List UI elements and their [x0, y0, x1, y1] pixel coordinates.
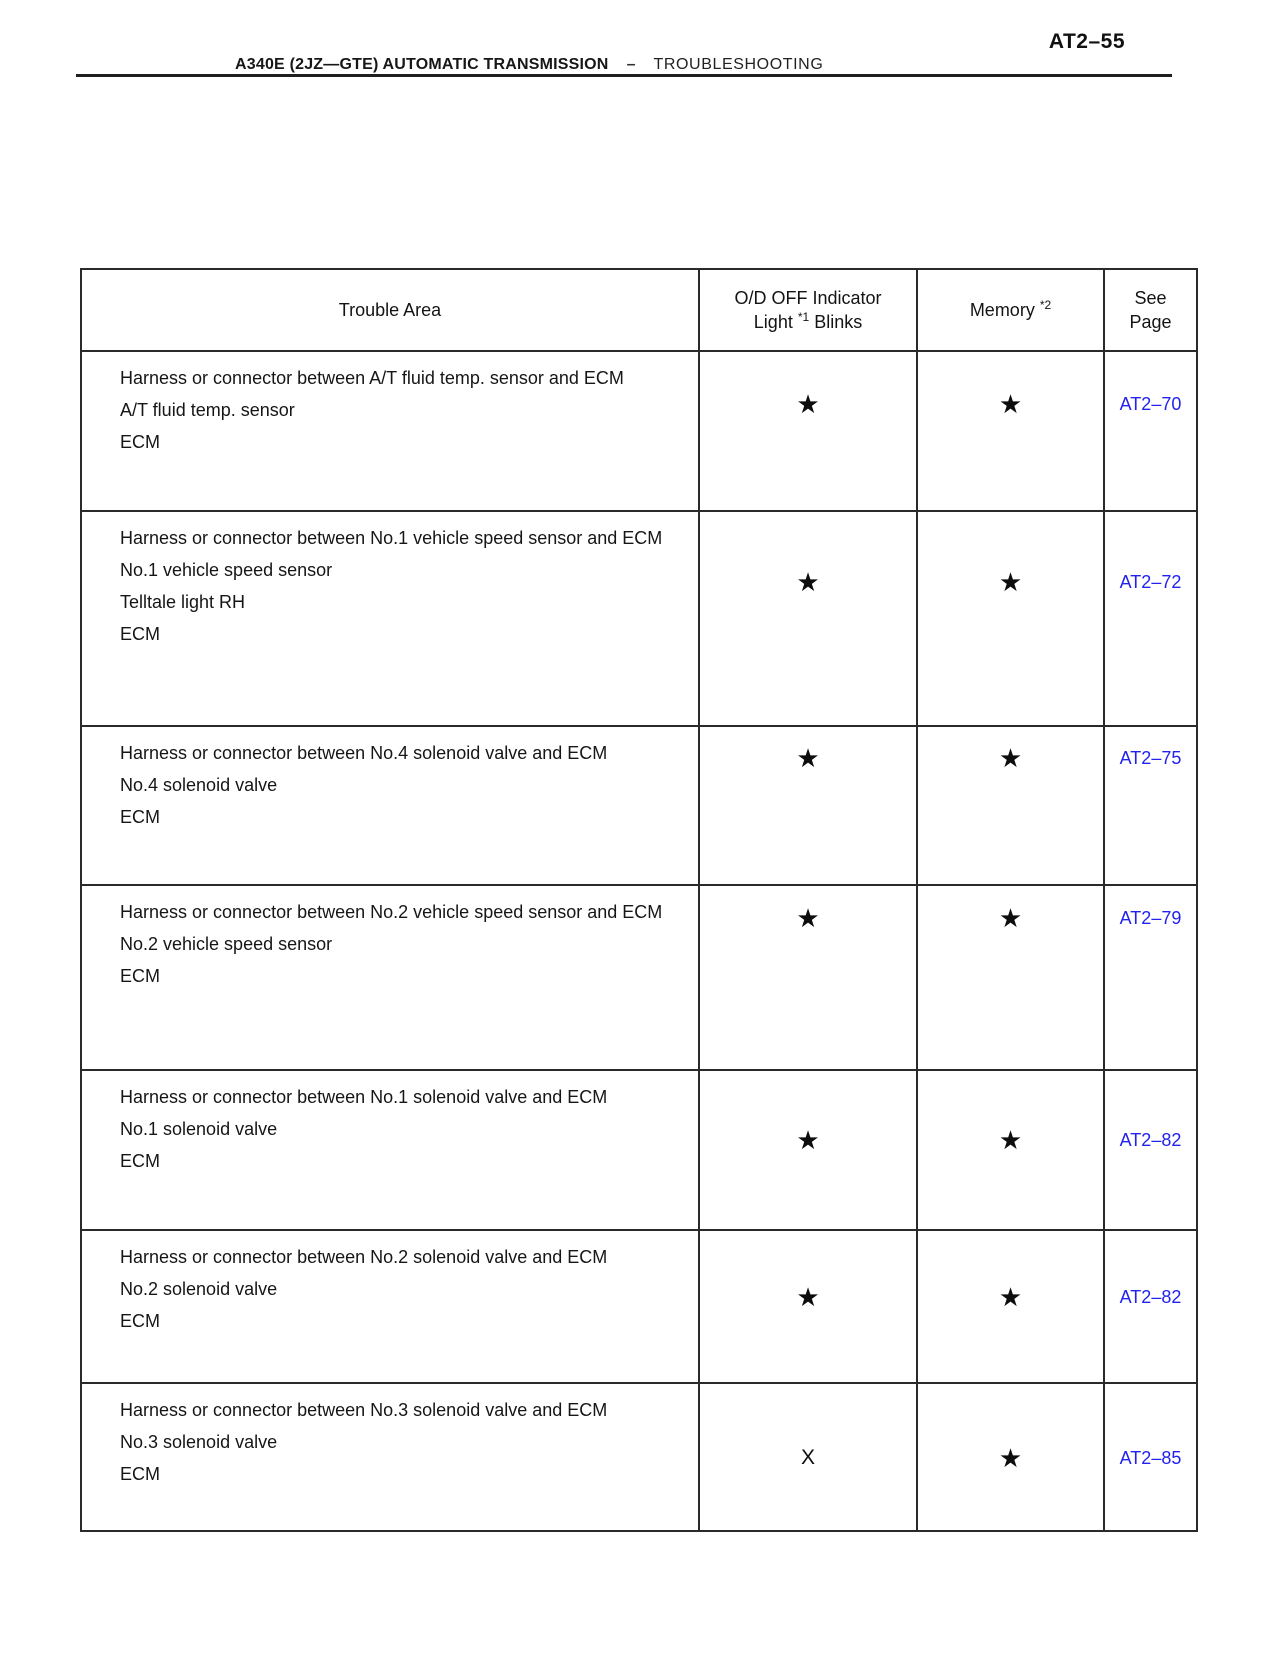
- table-row: [82, 350, 1196, 510]
- col-header-od-off-indicator: [700, 270, 918, 350]
- od-indicator-cell: [700, 1071, 918, 1229]
- trouble-area-cell: [82, 886, 700, 1069]
- table-row: [82, 510, 1196, 725]
- star-mark: ★: [796, 1282, 820, 1312]
- trouble-line: Harness or connector between No.4 solenoid valve and ECM: [120, 743, 608, 763]
- trouble-line: Harness or connector between A/T fluid temp. sensor and ECM: [120, 368, 624, 388]
- see-page-link[interactable]: AT2–75: [1119, 748, 1182, 768]
- trouble-line: Harness or connector between No.1 vehicle speed sensor and ECM: [120, 528, 663, 548]
- star-mark: ★: [796, 389, 820, 419]
- see-page-cell: [1105, 1071, 1196, 1229]
- see-page-cell: [1105, 512, 1196, 725]
- doc-title-main: A340E (2JZ—GTE) AUTOMATIC TRANSMISSION: [235, 56, 609, 73]
- star-mark: ★: [998, 1125, 1023, 1155]
- see-page-link[interactable]: AT2–79: [1119, 908, 1182, 928]
- star-mark: ★: [998, 1282, 1023, 1312]
- table-row: [82, 1069, 1196, 1229]
- memory-footnote-marker: *2: [1039, 298, 1052, 312]
- table-row: [82, 1382, 1196, 1530]
- header-rule: [76, 74, 1172, 77]
- document-title: [235, 56, 823, 74]
- trouble-line: Harness or connector between No.2 solenoid valve and ECM: [120, 1247, 608, 1267]
- od-indicator-cell: [700, 886, 918, 1069]
- col-header-see-page: [1105, 270, 1196, 350]
- see-page-link[interactable]: AT2–85: [1119, 1448, 1182, 1468]
- memory-cell: [918, 352, 1105, 510]
- memory-cell: [918, 886, 1105, 1069]
- see-page-cell: [1105, 1384, 1196, 1530]
- see-page-cell: [1105, 886, 1196, 1069]
- see-page-link[interactable]: AT2–70: [1119, 394, 1182, 414]
- page-number: AT2–55: [1048, 30, 1125, 53]
- trouble-area-cell: [82, 352, 700, 510]
- trouble-table: [80, 268, 1198, 1532]
- trouble-line: No.2 solenoid valve: [120, 1279, 278, 1299]
- trouble-line: No.4 solenoid valve: [120, 775, 278, 795]
- doc-title-separator: –: [626, 56, 636, 73]
- table-row: [82, 725, 1196, 884]
- table-header-row: [82, 270, 1196, 350]
- see-page-cell: [1105, 727, 1196, 884]
- trouble-area-cell: [82, 1071, 700, 1229]
- trouble-line: No.1 solenoid valve: [120, 1119, 278, 1139]
- memory-cell: [918, 1231, 1105, 1382]
- see-page-link[interactable]: AT2–82: [1119, 1287, 1182, 1307]
- see-page-link[interactable]: AT2–72: [1119, 572, 1182, 592]
- trouble-line: ECM: [120, 1151, 160, 1171]
- star-mark: ★: [998, 1443, 1023, 1473]
- trouble-line: Harness or connector between No.1 solenoid valve and ECM: [120, 1087, 608, 1107]
- od-indicator-cell: [700, 1231, 918, 1382]
- od-footnote-marker: *1: [797, 310, 810, 324]
- trouble-line: Harness or connector between No.2 vehicle speed sensor and ECM: [120, 902, 663, 922]
- trouble-line: No.1 vehicle speed sensor: [120, 560, 333, 580]
- table-row: [82, 1229, 1196, 1382]
- od-header-line2: Light $^{*1}$ Blinks: [753, 310, 863, 332]
- see-page-link[interactable]: AT2–82: [1119, 1130, 1182, 1150]
- see-page-header-line1: See: [1134, 288, 1167, 308]
- trouble-line: ECM: [120, 1311, 160, 1331]
- trouble-area-cell: [82, 727, 700, 884]
- star-mark: ★: [998, 903, 1023, 933]
- memory-header-label: Memory $^{*2}$: [969, 298, 1052, 320]
- trouble-area-header-label: Trouble Area: [338, 300, 442, 320]
- od-indicator-cell: [700, 352, 918, 510]
- memory-cell: [918, 727, 1105, 884]
- od-header-line1: O/D OFF Indicator: [734, 288, 882, 308]
- see-page-cell: [1105, 352, 1196, 510]
- trouble-area-cell: [82, 1231, 700, 1382]
- star-mark: ★: [796, 1125, 820, 1155]
- star-mark: ★: [796, 567, 820, 597]
- doc-title-section: TROUBLESHOOTING: [653, 56, 824, 73]
- trouble-line: ECM: [120, 807, 160, 827]
- see-page-cell: [1105, 1231, 1196, 1382]
- star-mark: ★: [998, 743, 1023, 773]
- trouble-line: No.3 solenoid valve: [120, 1432, 278, 1452]
- trouble-line: Telltale light RH: [120, 592, 246, 612]
- col-header-memory: [918, 270, 1105, 350]
- star-mark: ★: [796, 903, 820, 933]
- od-indicator-cell: [700, 1384, 918, 1530]
- memory-cell: [918, 1071, 1105, 1229]
- trouble-line: ECM: [120, 966, 160, 986]
- trouble-line: ECM: [120, 624, 160, 644]
- x-mark: X: [800, 1446, 815, 1469]
- star-mark: ★: [796, 743, 820, 773]
- trouble-area-cell: [82, 512, 700, 725]
- star-mark: ★: [998, 389, 1023, 419]
- trouble-line: Harness or connector between No.3 solenoid valve and ECM: [120, 1400, 608, 1420]
- od-indicator-cell: [700, 727, 918, 884]
- od-indicator-cell: [700, 512, 918, 725]
- trouble-line: ECM: [120, 1464, 160, 1484]
- trouble-line: A/T fluid temp. sensor: [120, 400, 295, 420]
- star-mark: ★: [998, 567, 1023, 597]
- trouble-line: ECM: [120, 432, 160, 452]
- memory-cell: [918, 512, 1105, 725]
- col-header-trouble-area: [82, 270, 700, 350]
- table-row: [82, 884, 1196, 1069]
- trouble-area-cell: [82, 1384, 700, 1530]
- see-page-header-line2: Page: [1129, 312, 1172, 332]
- memory-cell: [918, 1384, 1105, 1530]
- trouble-line: No.2 vehicle speed sensor: [120, 934, 333, 954]
